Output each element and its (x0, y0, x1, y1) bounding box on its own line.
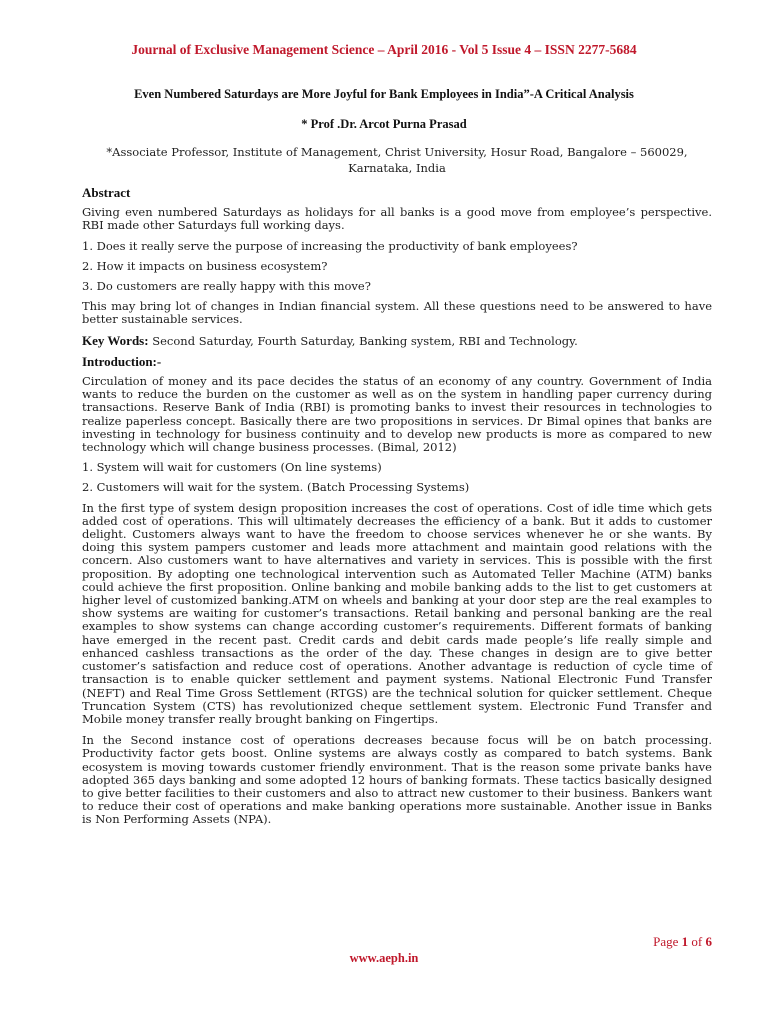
abstract-heading: Abstract (82, 185, 131, 200)
proposition-item: 1. System will wait for customers (On line systems) (82, 460, 382, 475)
introduction-heading: Introduction:- (82, 353, 162, 369)
abstract-paragraph: This may bring lot of changes in Indian financial system. All these questions need to be answered to have better sustainable services. (82, 299, 712, 327)
keywords-line (82, 334, 712, 348)
body-text (82, 186, 712, 834)
author-name: * Prof .Dr. Arcot Purna Prasad (301, 117, 467, 131)
introduction-paragraph: In the first type of system design proposition increases the cost of operations. Cost of idle time which gets added cost of operations. This will ultimately decreases the efficiency of a bank. But it adds to customer delight. Customers always want to have the freedom to choose services whenever he or she wants. By doing this system pampers customer and leads more attachment and maintain good relations with the concern. Also customers want to have alternatives and variety in services. This is possible with the first proposition. By adopting one technological intervention such as Automated Teller Machine (ATM) banks could achieve the first proposition. Online banking and mobile banking adds to the list to get customers at higher level of customized banking.ATM on wheels and banking at your door step are the real examples to show systems are waiting for customer’s transactions. Retail banking and personal banking are the real examples to show systems can change according customer’s requirements. Different formats of banking have emerged in the recent past. Credit cards and debit cards made people’s life really simple and enhanced cashless transactions as the order of the day. These changes in design are to give better customer’s satisfaction and reduce cost of operations. Another advantage is reduction of cycle time of transaction is to enable quicker settlement and payment systems. National Electronic Fund Transfer (NEFT) and Real Time Gross Settlement (RTGS) are the technical solution for quicker settlement. Cheque Truncation System (CTS) has revolutionized cheque settlement system. Electronic Fund Transfer and Mobile money transfer really brought banking on Fingertips. (82, 500, 712, 726)
keywords-text: Second Saturday, Fourth Saturday, Banking system, RBI and Technology. (148, 333, 578, 348)
introduction-paragraph: In the Second instance cost of operations decreases because focus will be on batch processing. Productivity factor gets boost. Online systems are always costly as compared to batch systems. Bank ecosystem is moving towards customer friendly environment. That is the reason some private banks have adopted 365 days banking and some adopted 12 hours of banking formats. These tactics basically designed to give better facilities to their customers and also to attract new customer to their business. Bankers want to reduce their cost of operations and make banking operations more sustainable. Another issue in Banks is Non Performing Assets (NPA). (82, 733, 712, 827)
abstract-question: 2. How it impacts on business ecosystem? (82, 258, 328, 273)
page-prefix: Page (653, 934, 682, 949)
page-total: 6 (705, 934, 712, 949)
journal-header: Journal of Exclusive Management Science – April 2016 - Vol 5 Issue 4 – ISSN 2277-5684 (131, 42, 637, 57)
page-of: of (688, 934, 706, 949)
author-affiliation: *Associate Professor, Institute of Management, Christ University, Hosur Road, Bangalore – 560029, Karnataka, India (106, 145, 688, 175)
abstract-paragraph: Giving even numbered Saturdays as holidays for all banks is a good move from employee’s perspective. RBI made other Saturdays full working days. (82, 205, 712, 233)
abstract-question: 1. Does it really serve the purpose of increasing the productivity of bank employees? (82, 238, 578, 253)
page-current: 1 (681, 934, 689, 949)
footer-url-link[interactable]: www.aeph.in (349, 951, 419, 965)
keywords-label: Key Words: (82, 332, 149, 348)
page-number (653, 934, 712, 950)
proposition-item: 2. Customers will wait for the system. (Batch Processing Systems) (82, 480, 470, 495)
introduction-paragraph: Circulation of money and its pace decides the status of an economy of any country. Government of India wants to reduce the burden on the customer as well as on the system in handling paper currency during transactions. Reserve Bank of India (RBI) is promoting banks to invest their resources in technologies to realize paperless concept. Basically there are two propositions in services. Dr Bimal opines that banks are investing in technology for business continuity and to develop new products is more as compared to new technology which will change business processes. (Bimal, 2012) (82, 374, 712, 455)
abstract-question: 3. Do customers are really happy with this move? (82, 279, 371, 294)
paper-title: Even Numbered Saturdays are More Joyful for Bank Employees in India”-A Critical Analysis (134, 87, 634, 101)
